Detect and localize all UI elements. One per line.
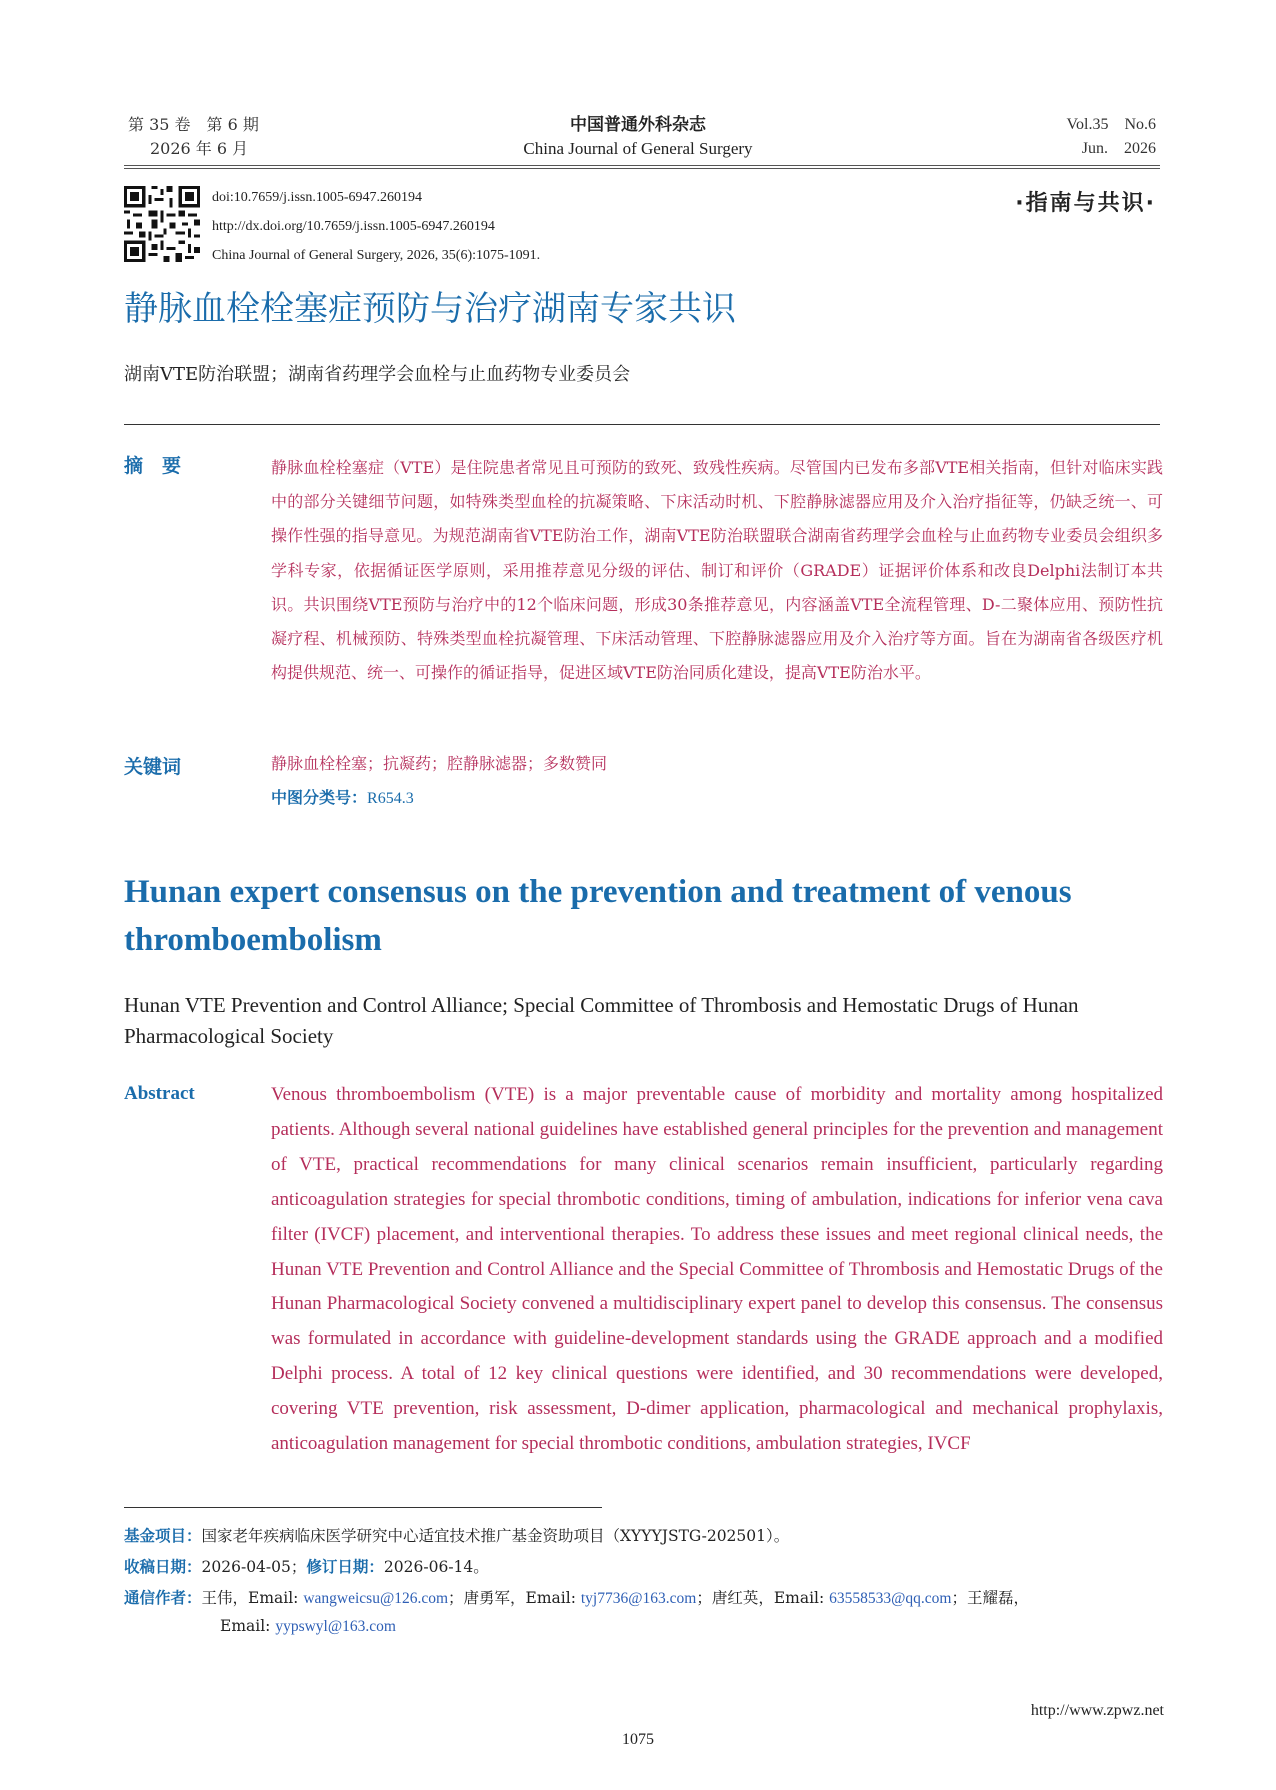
citation-text: China Journal of General Surgery, 2026, 35(6):1075-1091. xyxy=(212,248,541,263)
received-label: 收稿日期： xyxy=(124,1558,202,1576)
running-header-right xyxy=(1067,113,1157,161)
classification-number xyxy=(271,786,414,811)
header-rule-top xyxy=(124,165,1160,166)
journal-name-cn: 中国普通外科杂志 xyxy=(570,115,706,135)
corr-name-3: ；唐红英，Email: xyxy=(696,1589,830,1607)
header-rule-bottom xyxy=(124,168,1160,169)
corr-label: 通信作者： xyxy=(124,1589,202,1607)
received-value: 2026-04-05； xyxy=(201,1558,307,1576)
doi-block xyxy=(212,183,540,270)
site-url-link[interactable]: http://www.zpwz.net xyxy=(1030,1702,1164,1719)
dates-footnote xyxy=(124,1555,1164,1580)
corr-email-1-link[interactable]: wangweicsu@126.com xyxy=(303,1590,449,1607)
fund-label: 基金项目： xyxy=(124,1527,202,1545)
date-en: Jun. 2026 xyxy=(1081,140,1156,157)
clc-value: R654.3 xyxy=(367,790,414,807)
authors-en: Hunan VTE Prevention and Control Alliance; Special Committee of Thrombosis and Hemostatic Drugs of Hunan Pharmacological Society xyxy=(124,993,1079,1048)
fund-footnote xyxy=(124,1524,1164,1549)
corresponding-footnote-cont xyxy=(220,1614,1120,1639)
corresponding-footnote xyxy=(124,1586,1164,1611)
revised-value: 2026-06-14。 xyxy=(383,1558,489,1576)
abstract-en-label: Abstract xyxy=(124,1083,195,1104)
section-tag: ·指南与共识· xyxy=(1015,191,1156,216)
keywords-cn-text: 静脉血栓栓塞；抗凝药；腔静脉滤器；多数赞同 xyxy=(271,754,608,773)
page-number: 1075 xyxy=(622,1731,654,1748)
fund-text: 国家老年疾病临床医学研究中心适宜技术推广基金资助项目（XYYYJSTG-202501）。 xyxy=(201,1527,790,1545)
corr-email-4-link[interactable]: yypswyl@163.com xyxy=(275,1618,396,1635)
abstract-cn-label: 摘 要 xyxy=(124,455,182,477)
qr-code-icon xyxy=(124,186,200,262)
authors-cn: 湖南VTE防治联盟；湖南省药理学会血栓与止血药物专业委员会 xyxy=(124,364,631,385)
title-en: Hunan expert consensus on the prevention and treatment of venous thromboembolism xyxy=(124,874,1072,958)
volume-issue-en: Vol.35 No.6 xyxy=(1066,116,1156,133)
footnote-rule xyxy=(124,1507,602,1508)
abstract-cn-text: 静脉血栓栓塞症（VTE）是住院患者常见且可预防的致死、致残性疾病。尽管国内已发布多部VTE相关指南，但针对临床实践中的部分关键细节问题，如特殊类型血栓的抗凝策略、下床活动时机、下腔静脉滤器应用及介入治疗指征等，仍缺乏统一、可操作性强的指导意见。为规范湖南省VTE防治工作，湖南VTE防治联盟联合湖南省药理学会血栓与止血药物专业委员会组织多学科专家，依据循证医学原则，采用推荐意见分级的评估、制订和评价（GRADE）证据评价体系和改良Delphi法制订本共识。共识围绕VTE预防与治疗中的12个临床问题，形成30条推荐意见，内容涵盖VTE全流程管理、D-二聚体应用、预防性抗凝疗程、机械预防、特殊类型血栓抗凝管理、下床活动管理、下腔静脉滤器应用及介入治疗等方面。旨在为湖南省各级医疗机构提供规范、统一、可操作的循证指导，促进区域VTE防治同质化建设，提高VTE防治水平。 xyxy=(271,458,1163,683)
title-rule xyxy=(124,424,1160,425)
revised-label: 修订日期： xyxy=(306,1558,384,1576)
corr-name-4: ；王耀磊， xyxy=(951,1589,1030,1607)
corr-name-2: ；唐勇军，Email: xyxy=(448,1589,581,1607)
corr-email-4-prefix: Email: xyxy=(220,1617,276,1635)
doi-url-link[interactable]: http://dx.doi.org/10.7659/j.issn.1005-6947.260194 xyxy=(212,219,495,234)
doi-text: doi:10.7659/j.issn.1005-6947.260194 xyxy=(212,190,423,205)
title-cn: 静脉血栓栓塞症预防与治疗湖南专家共识 xyxy=(124,289,736,329)
corr-email-3-link[interactable]: 63558533@qq.com xyxy=(829,1590,952,1607)
corr-email-2-link[interactable]: tyj7736@163.com xyxy=(580,1590,697,1607)
corr-name-1: 王伟，Email: xyxy=(201,1589,304,1607)
date-cn: 2026 年 6 月 xyxy=(150,139,249,158)
keywords-cn-label: 关键词 xyxy=(124,756,182,778)
volume-issue-cn: 第 35 卷 第 6 期 xyxy=(128,115,259,134)
journal-name-en: China Journal of General Surgery xyxy=(523,139,753,158)
abstract-en-text: Venous thromboembolism (VTE) is a major preventable cause of morbidity and mortality among hospitalized patients. Although several national guidelines have established general principles for the prevention and management of VTE, practical recommendations for many clinical scenarios remain insufficient, particularly regarding anticoagulation strategies for special thrombotic conditions, timing of ambulation, indications for inferior vena cava filter (IVCF) placement, and interventional therapies. To address these issues and meet regional clinical needs, the Hunan VTE Prevention and Control Alliance and the Special Committee of Thrombosis and Hemostatic Drugs of the Hunan Pharmacological Society convened a multidisciplinary expert panel to develop this consensus. The consensus was formulated in accordance with guideline-development standards using the GRADE approach and a modified Delphi process. A total of 12 key clinical questions were identified, and 30 recommendations were developed, covering VTE prevention, risk assessment, D-dimer application, pharmacological and mechanical prophylaxis, anticoagulation management for special thrombotic conditions, ambulation strategies, IVCF xyxy=(271,1084,1163,1455)
clc-label: 中图分类号： xyxy=(271,788,368,807)
